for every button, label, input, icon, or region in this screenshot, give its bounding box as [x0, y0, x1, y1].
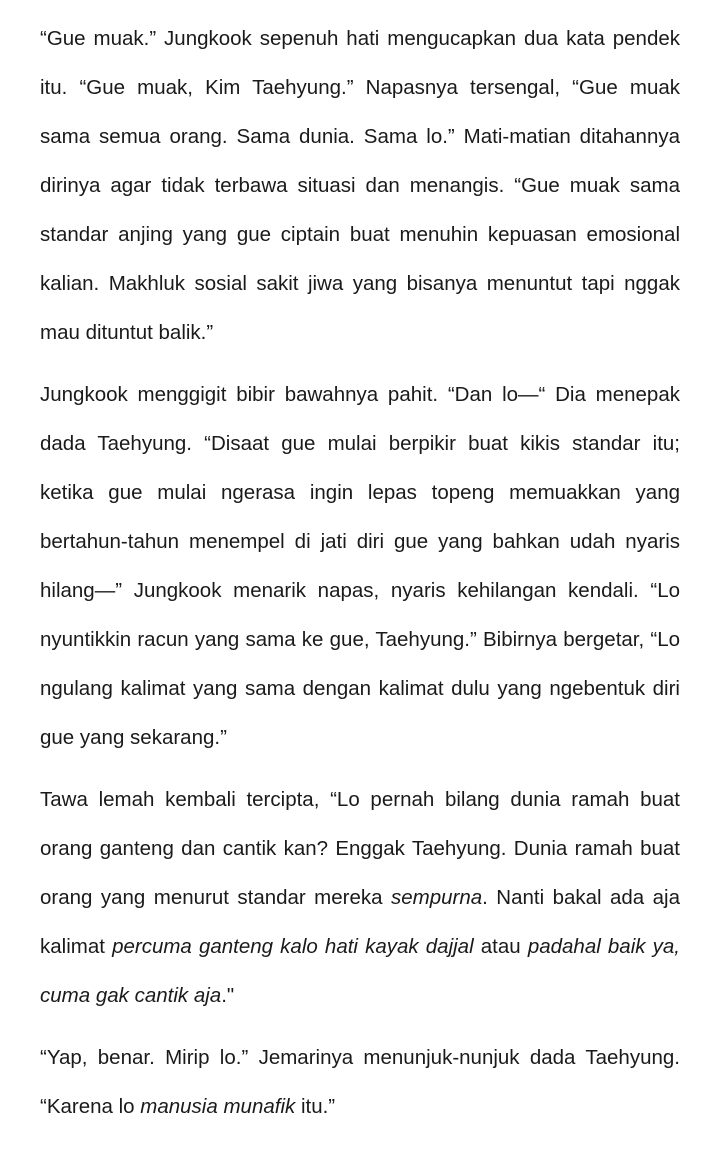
italic-phrase: padahal baik ya, cuma gak cantik aja [40, 935, 680, 1007]
paragraph-text: “Yap, benar. Mirip lo.” Jemarinya menunjuk-nunjuk dada Taehyung. “Karena lo [40, 1046, 680, 1118]
paragraph [40, 14, 680, 357]
italic-phrase: manusia munafik [140, 1095, 296, 1118]
paragraph [40, 775, 680, 1020]
italic-phrase: sempurna [390, 886, 483, 909]
italic-phrase: percuma ganteng kalo hati kayak dajjal [112, 935, 474, 958]
story-text [40, 14, 680, 1131]
paragraph-text: itu.” [295, 1095, 336, 1118]
paragraph-text: atau [473, 935, 528, 958]
paragraph-text: “Gue muak.” Jungkook sepenuh hati mengucapkan dua kata pendek itu. “Gue muak, Kim Taehyung.” Napasnya tersengal, “Gue muak sama semua orang. Sama dunia. Sama lo.” Mati-matian ditahannya dirinya agar tidak terbawa situasi dan menangis. “Gue muak sama standar anjing yang gue ciptain buat menuhin kepuasan emosional kalian. Makhluk sosial sakit jiwa yang bisanya menuntut tapi nggak mau dituntut balik.” [40, 27, 680, 344]
paragraph-text: Jungkook menggigit bibir bawahnya pahit. “Dan lo—“ Dia menepak dada Taehyung. “Disaat gue mulai berpikir buat kikis standar itu; ketika gue mulai ngerasa ingin lepas topeng memuakkan yang bertahun-tahun menempel di jati diri gue yang bahkan udah nyaris hilang—” Jungkook menarik napas, nyaris kehilangan kendali. “Lo nyuntikkin racun yang sama ke gue, Taehyung.” Bibirnya bergetar, “Lo ngulang kalimat yang sama dengan kalimat dulu yang ngebentuk diri gue yang sekarang.” [40, 383, 680, 749]
paragraph-text: ." [221, 984, 235, 1007]
paragraph-text: . Nanti bakal ada aja kalimat [40, 886, 680, 958]
paragraph-text: Tawa lemah kembali tercipta, “Lo pernah bilang dunia ramah buat orang ganteng dan cantik kan? Enggak Taehyung. Dunia ramah buat orang yang menurut standar mereka [40, 788, 680, 909]
paragraph [40, 370, 680, 762]
paragraph [40, 1033, 680, 1131]
